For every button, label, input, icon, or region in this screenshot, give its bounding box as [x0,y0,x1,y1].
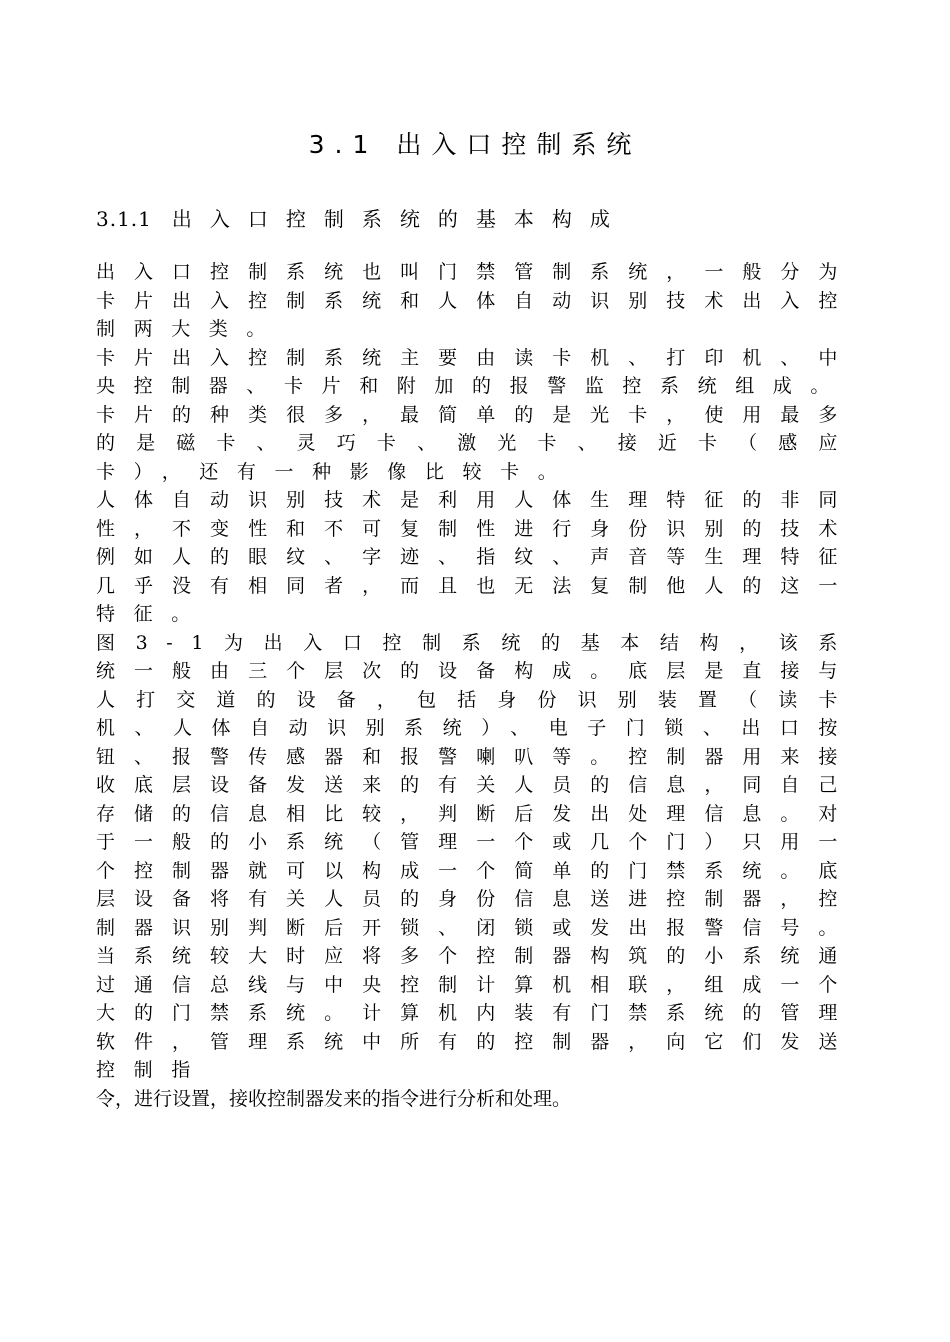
body-text [96,258,856,1113]
paragraph: 人体自动识别技术是利用人体生理特征的非同性，不变性和不可复制性进行身份识别的技术例如人的眼纹、字迹、指纹、声音等生理特征几乎没有相同者，而且也无法复制他人的这一特征。 [96,489,856,625]
section-number: 3.1.1 [96,207,152,231]
section-heading [96,204,628,234]
paragraph: 令，进行设置，接收控制器发来的指令进行分析和处理。 [96,1087,572,1110]
page-title: 3.1 出入口控制系统 [308,130,642,159]
section-heading-text: 出入口控制系统的基本构成 [171,207,628,231]
paragraph: 图3-1为出入口控制系统的基本结构，该系统一般由三个层次的设备构成。底层是直接与人打交道的设备，包括身份识别装置（读卡机、人体自动识别系统）、电子门锁、出口按钮、报警传感器和报警喇叭等。控制器用来接收底层设备发送来的有关人员的信息，同自己存储的信息相比较，判断后发出处理信息。对于一般的小系统（管理一个或几个门）只用一个控制器就可以构成一个简单的门禁系统。底层设备将有关人员的身份信息送进控制器，控制器识别判断后开锁、闭锁或发出报警信号。当系统较大时应将多个控制器构筑的小系统通过通信总线与中央控制计算机相联，组成一个大的门禁系统。计算机内装有门禁系统的管理软件，管理系统中所有的控制器，向它们发送控制指 [96,631,856,1081]
paragraph: 出入口控制系统也叫门禁管制系统，一般分为卡片出入控制系统和人体自动识别技术出入控制两大类。 [96,261,856,340]
paragraph: 卡片出入控制系统主要由读卡机、打印机、中央控制器、卡片和附加的报警监控系统组成。 [96,346,856,397]
paragraph: 卡片的种类很多，最简单的是光卡，使用最多的是磁卡、灵巧卡、激光卡、接近卡（感应卡），还有一种影像比较卡。 [96,403,856,483]
